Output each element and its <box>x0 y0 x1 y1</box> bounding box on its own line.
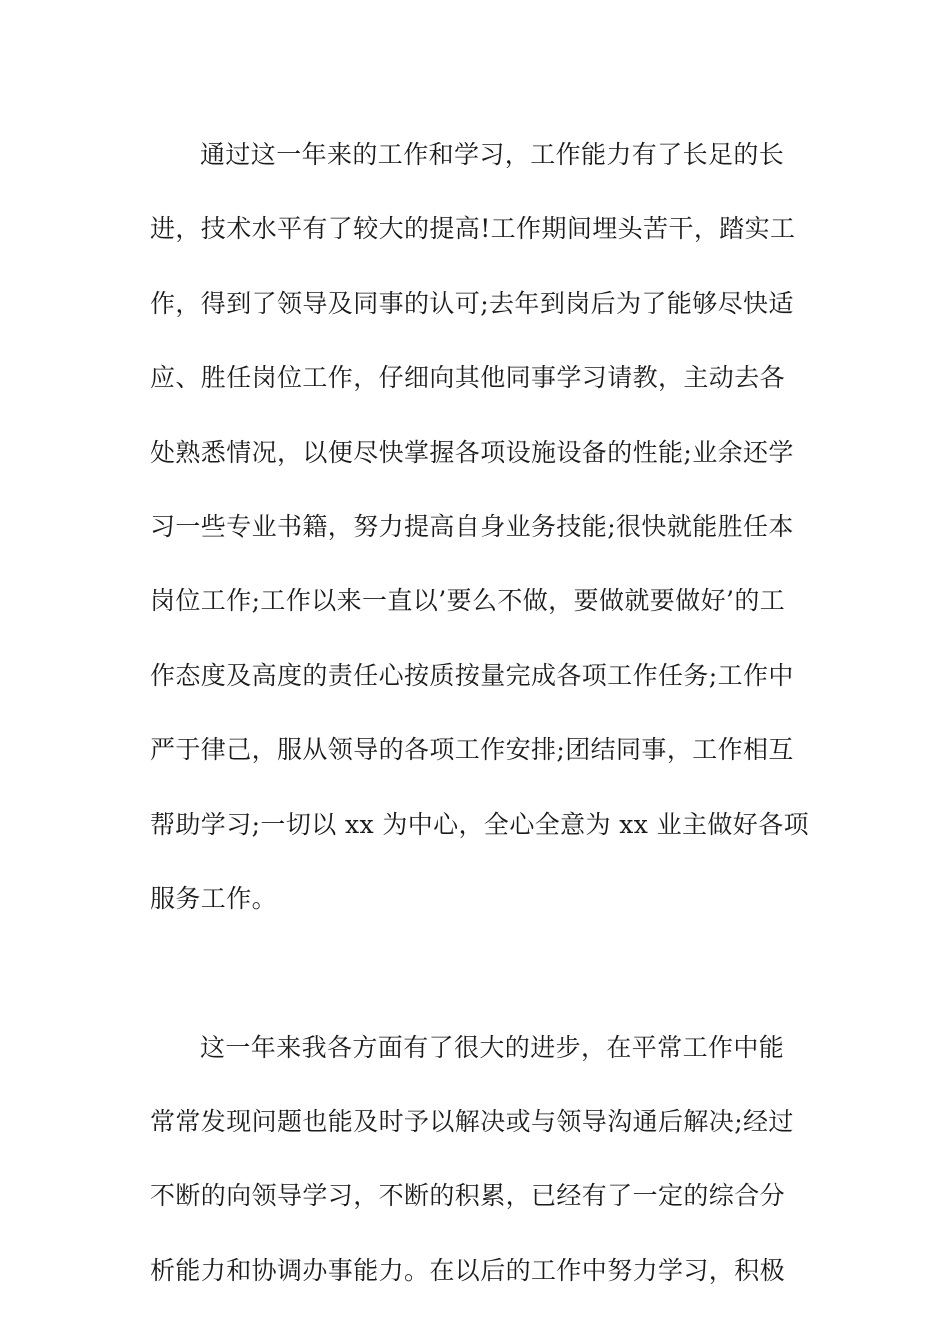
paragraph-line: 处熟悉情况，以便尽快掌握各项设施设备的性能;业余还学 <box>150 437 794 467</box>
paragraph-1 <box>150 118 810 936</box>
paragraph-line: 这一年来我各方面有了很大的进步，在平常工作中能 <box>200 1032 785 1062</box>
paragraph-line: 帮助学习;一切以 xx 为中心，全心全意为 xx 业主做好各项 <box>150 809 810 839</box>
paragraph-line: 常常发现问题也能及时予以解决或与领导沟通后解决;经过 <box>150 1107 794 1137</box>
paragraph-line: 析能力和协调办事能力。在以后的工作中努力学习，积极 <box>150 1255 786 1285</box>
paragraph-line: 作态度及高度的责任心按质按量完成各项工作任务;工作中 <box>150 660 794 690</box>
paragraph-gap <box>150 936 810 1010</box>
paragraph-line: 作，得到了领导及同事的认可;去年到岗后为了能够尽快适 <box>150 288 794 318</box>
paragraph-line: 岗位工作;工作以来一直以’要么不做，要做就要做好’的工 <box>150 586 786 616</box>
paragraph-2 <box>150 1011 810 1309</box>
paragraph-line: 服务工作。 <box>150 883 278 913</box>
paragraph-line: 不断的向领导学习，不断的积累，已经有了一定的综合分 <box>150 1181 786 1211</box>
paragraph-line: 通过这一年来的工作和学习，工作能力有了长足的长 <box>200 140 785 169</box>
paragraph-line: 习一些专业书籍，努力提高自身业务技能;很快就能胜任本 <box>150 511 794 541</box>
paragraph-line: 应、胜任岗位工作，仔细向其他同事学习请教，主动去各 <box>150 363 786 393</box>
document-body <box>150 118 810 1308</box>
paragraph-line: 进，技术水平有了较大的提高!工作期间埋头苦干，踏实工 <box>150 214 796 244</box>
paragraph-line: 严于律己，服从领导的各项工作安排;团结同事，工作相互 <box>150 735 794 765</box>
